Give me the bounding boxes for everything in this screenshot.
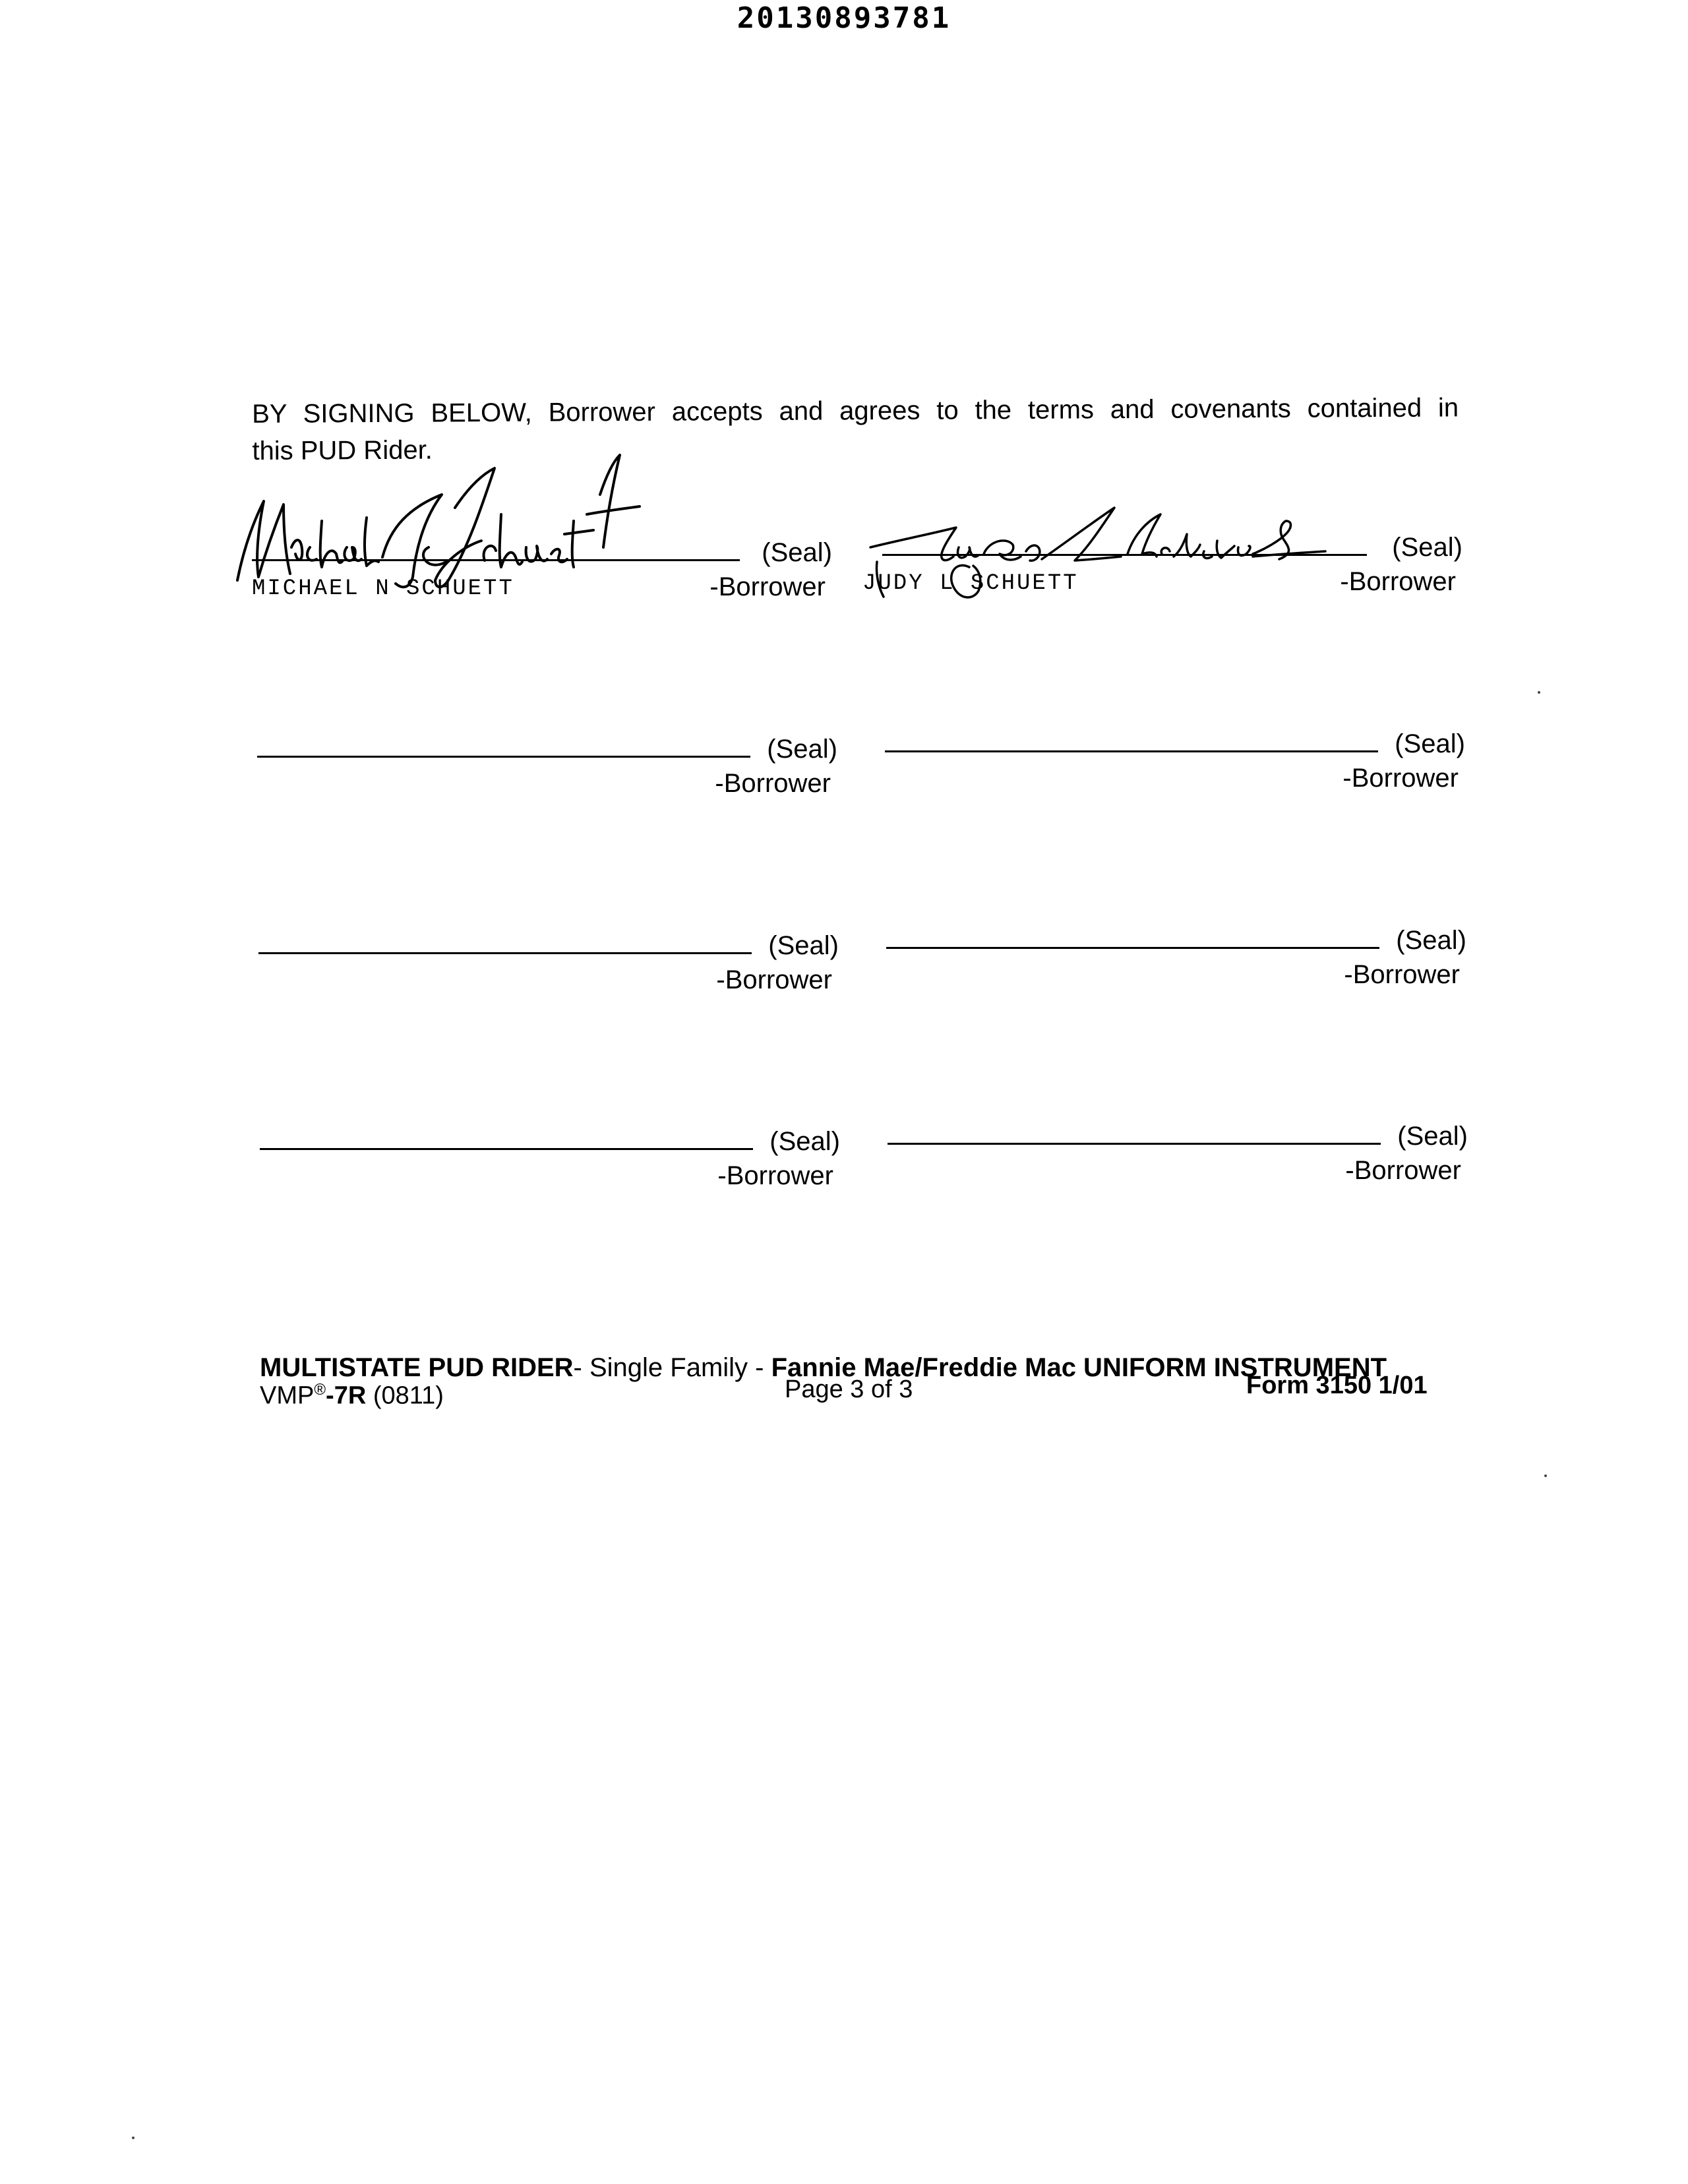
signature-line	[882, 554, 1367, 556]
seal-label: (Seal)	[1392, 533, 1462, 562]
seal-label: (Seal)	[767, 735, 837, 764]
signature-line	[258, 952, 752, 954]
document-number: 20130893781	[737, 1, 951, 35]
rider-name: MULTISTATE PUD RIDER	[260, 1353, 574, 1382]
registered-mark: ®	[314, 1381, 326, 1399]
signature-block-7	[260, 1124, 840, 1197]
scan-speck	[132, 2137, 135, 2139]
seal-label: (Seal)	[768, 931, 839, 960]
seal-label: (Seal)	[1395, 729, 1465, 758]
seal-label: (Seal)	[762, 538, 832, 567]
signature-block-8	[888, 1119, 1468, 1192]
signing-statement	[252, 389, 1459, 470]
uniform-instrument-label: Fannie Mae/Freddie Mac UNIFORM INSTRUMENT	[771, 1353, 1387, 1382]
vmp-revision: (0811)	[366, 1381, 444, 1410]
vmp-code	[260, 1381, 444, 1410]
signature-line	[252, 559, 740, 561]
borrower-label: -Borrower	[715, 769, 831, 798]
scan-speck	[1544, 1474, 1547, 1477]
rider-subtitle: - Single Family -	[573, 1353, 771, 1382]
signature-block-5	[258, 928, 839, 1001]
borrower-label: -Borrower	[709, 572, 826, 601]
vmp-prefix: VMP	[260, 1381, 315, 1410]
seal-label: (Seal)	[769, 1127, 840, 1156]
signature-line	[886, 947, 1379, 949]
form-number: Form 3150 1/01	[1246, 1372, 1428, 1399]
borrower-label: -Borrower	[1345, 1156, 1461, 1185]
signature-block-3	[257, 732, 837, 804]
signature-block-1	[252, 535, 832, 608]
borrower-label: -Borrower	[716, 965, 832, 994]
borrower-label: -Borrower	[1344, 960, 1460, 989]
borrower-label: -Borrower	[1340, 567, 1456, 596]
scan-speck	[1538, 691, 1540, 694]
signature-line	[885, 750, 1378, 752]
vmp-number: -7R	[326, 1381, 367, 1410]
signature-block-4	[885, 727, 1465, 799]
seal-label: (Seal)	[1397, 1122, 1468, 1151]
borrower-label: -Borrower	[717, 1161, 833, 1190]
seal-label: (Seal)	[1396, 926, 1466, 955]
page-number: Page 3 of 3	[785, 1376, 913, 1403]
signature-line	[257, 756, 750, 758]
statement-line-2: this PUD Rider.	[252, 435, 433, 466]
borrower-name: MICHAEL N SCHUETT	[252, 576, 514, 601]
statement-line-1: BY SIGNING BELOW, Borrower accepts and agrees to the terms and covenants contained in	[252, 393, 1459, 429]
signature-line	[260, 1148, 753, 1150]
borrower-label: -Borrower	[1342, 764, 1459, 793]
signature-line	[888, 1143, 1381, 1145]
signature-block-2	[862, 530, 1462, 603]
signature-block-6	[886, 923, 1466, 996]
borrower-name: JUDY L SCHUETT	[862, 571, 1079, 596]
